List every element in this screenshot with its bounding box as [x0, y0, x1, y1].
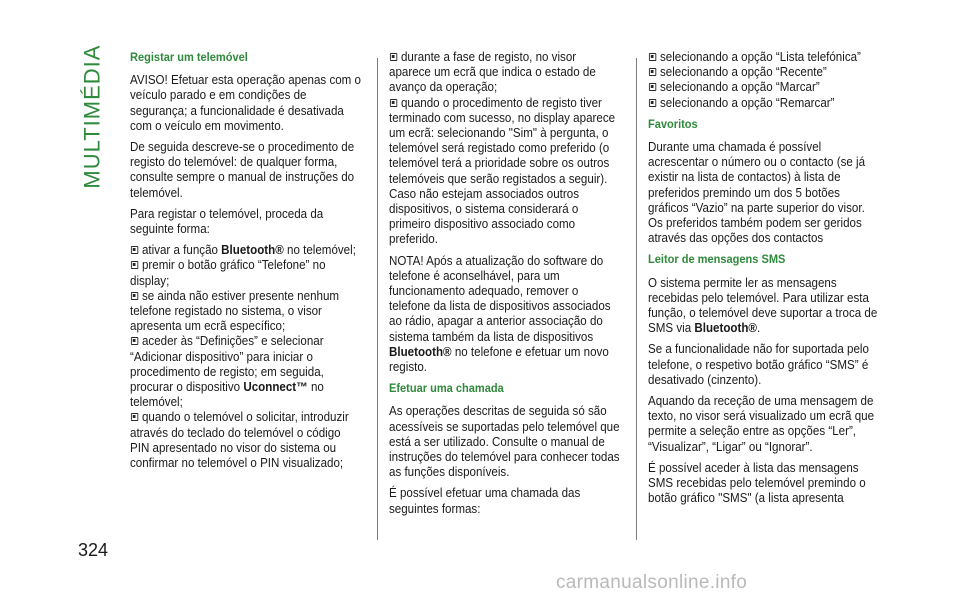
bullet-square-icon [131, 292, 138, 300]
bullet-item: selecionando a opção “Remarcar” [648, 96, 880, 111]
section-title-text: MULTIMÉDIA [79, 44, 105, 190]
heading-sms-reader: Leitor de mensagens SMS [648, 252, 786, 267]
column-3 [648, 50, 880, 512]
column-divider-2 [636, 58, 637, 540]
column-2 [389, 50, 621, 523]
bullet-item: se ainda não estiver presente nenhum telefone registado no sistema, o visor apresenta um ecrã específico; [130, 288, 340, 334]
paragraph-favourites: Durante uma chamada é possível acrescentar o número ou o contacto (se já existir na lista de contactos) à lista de preferidos premindo um dos 5 botões gráficos “Vazio” na parte superior do visor. Os preferidos também podem ser geridos através das opções dos contactos [648, 140, 866, 246]
bullet-item: selecionando a opção “Marcar” [648, 80, 880, 95]
paragraph-procedure-intro: De seguida descreve-se o procedimento de registo do telemóvel: de qualquer forma, consulte sempre o manual de instruções do telemóvel. [130, 140, 355, 200]
page-number: 324 [78, 540, 109, 560]
heading-make-call: Efetuar uma chamada [389, 381, 504, 396]
bullet-item: selecionando a opção “Recente” [648, 65, 880, 80]
bullet-square-icon [390, 99, 397, 107]
watermark: carmanualsonline.info [556, 572, 748, 593]
heading-favourites: Favoritos [648, 116, 698, 131]
paragraph-warning: AVISO! Efetuar esta operação apenas com o veículo parado e em condições de segurança; a funcionalidade é desativada com o veículo em movimento. [130, 73, 362, 133]
bullet-item: quando o telemóvel o solicitar, introduzir através do teclado do telemóvel o código PIN apresentado no visor do sistema ou confirmar no telemóvel o PIN visualizado; [130, 410, 349, 471]
bullet-square-icon [390, 53, 397, 61]
bullet-square-icon [131, 261, 138, 269]
paragraph-sms-intro: O sistema permite ler as mensagens recebidas pelo telemóvel. Para utilizar esta função, o telemóvel deve suportar a troca de SMS via Bluetooth®. [648, 275, 878, 336]
bullet-item: selecionando a opção “Lista telefónica” [648, 50, 880, 65]
paragraph-sms-list: É possível aceder à lista das mensagens SMS recebidas pelo telemóvel premindo o botão gráfico "SMS" (a lista apresenta [648, 460, 866, 506]
section-title-vertical [72, 42, 112, 192]
paragraph-call-intro: As operações descritas de seguida só são acessíveis se suportadas pelo telemóvel que está a ser utilizado. Consulte o manual de instruções do telemóvel para conhecer todas as funções disponíveis. [389, 404, 620, 480]
bullet-item: aceder às “Definições” e selecionar “Adicionar dispositivo” para iniciar o procedimento de registo; em seguida, procurar o dispositivo Uconnect™ no telemóvel; [130, 334, 324, 410]
bullet-item: durante a fase de registo, no visor aparece um ecrã que indica o estado de avanço da operação; [389, 50, 596, 95]
paragraph-sms-receive: Aquando da receção de uma mensagem de texto, no visor será visualizado um ecrã que permite a seleção entre as opções “Ler”, “Visualizar”, “Ligar” ou “Ignorar”. [648, 394, 875, 454]
bullet-square-icon [131, 337, 138, 345]
paragraph-steps-intro: Para registar o telemóvel, proceda da seguinte forma: [130, 206, 324, 237]
bullet-item: quando o procedimento de registo tiver terminado com sucesso, no display aparece um ecrã: selecionando "Sim" à pergunta, o telemóvel será registado como preferido (o telemóvel terá a prioridade sobre os outros telemóveis que serão registados a seguir). Caso não estejam associados outros dispositivos, o sistema considerará o primeiro dispositivo associado como preferido. [389, 95, 616, 247]
bullet-item: ativar a função Bluetooth® no telemóvel; [130, 243, 362, 258]
bullet-square-icon [649, 83, 656, 91]
bullet-square-icon [131, 413, 138, 421]
bullet-item: premir o botão gráfico “Telefone” no display; [130, 258, 326, 288]
paragraph-call-ways: É possível efetuar uma chamada das seguintes formas: [389, 486, 581, 516]
paragraph-note: NOTA! Após a atualização do software do telefone é aconselhável, para um funcionamento adequado, remover o telefone da lista de dispositivos associados ao rádio, apagar a anterior associação do sistema também da lista de dispositivos Bluetooth® no telefone e efetuar um novo registo. [389, 253, 611, 375]
bullet-square-icon [649, 99, 656, 107]
bullet-square-icon [131, 246, 138, 254]
column-1 [130, 50, 362, 477]
column-divider-1 [377, 58, 378, 540]
bullet-square-icon [649, 53, 656, 61]
paragraph-sms-unsupported: Se a funcionalidade não for suportada pelo telefone, o respetivo botão gráfico “SMS” é desativado (cinzento). [648, 342, 869, 387]
heading-register-phone: Registar um telemóvel [130, 50, 248, 64]
bullet-square-icon [649, 68, 656, 76]
